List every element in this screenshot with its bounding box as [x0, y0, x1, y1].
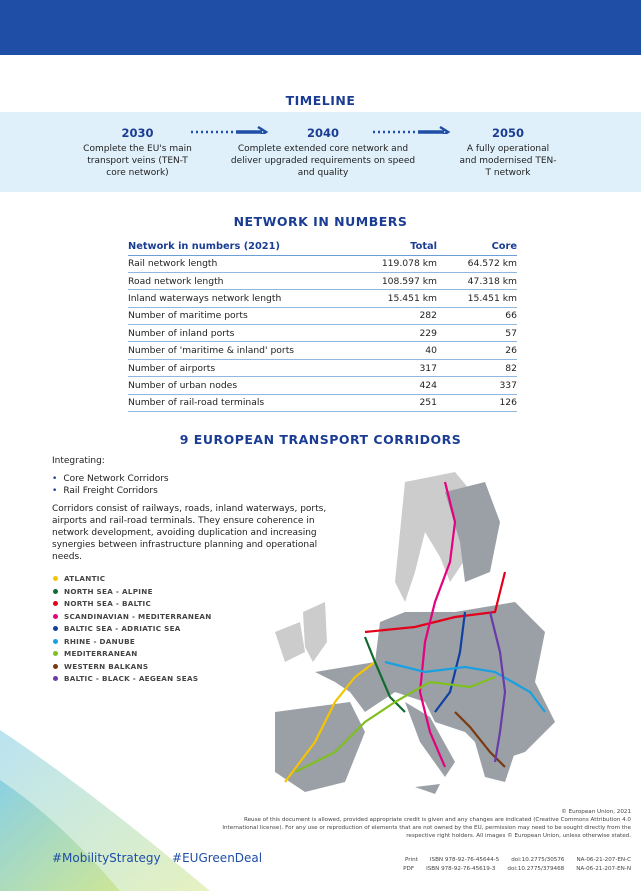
table-cell: 126	[437, 394, 517, 411]
legend-item	[53, 674, 198, 683]
table-cell: 26	[437, 342, 517, 359]
col-header: Network in numbers (2021)	[128, 238, 360, 255]
table-cell: Number of 'maritime & inland' ports	[128, 342, 360, 359]
table-cell: Road network length	[128, 272, 360, 289]
table-cell: Number of maritime ports	[128, 307, 360, 324]
legend-label: BALTIC SEA - ADRIATIC SEA	[64, 624, 181, 633]
hashtags: #MobilityStrategy #EUGreenDeal	[52, 851, 263, 865]
timeline-title: TIMELINE	[285, 93, 356, 108]
legend-dot-icon	[53, 639, 58, 644]
list-item: • Rail Freight Corridors	[52, 485, 342, 497]
copyright-notice	[211, 808, 631, 840]
legend-label: ATLANTIC	[64, 574, 106, 583]
table-cell: 282	[360, 307, 437, 324]
table-row	[128, 377, 517, 394]
legend-dot-icon	[53, 676, 58, 681]
table-cell: 15.451 km	[437, 290, 517, 307]
table-cell: 47.318 km	[437, 272, 517, 289]
copyright: © European Union, 2021	[561, 809, 631, 815]
table-cell: 251	[360, 394, 437, 411]
table-row	[128, 290, 517, 307]
legend-item	[53, 662, 148, 671]
col-header: Total	[360, 238, 437, 255]
table-row	[128, 272, 517, 289]
table-cell: 66	[437, 307, 517, 324]
table-row	[128, 342, 517, 359]
legend-label: BALTIC - BLACK - AEGEAN SEAS	[64, 674, 199, 683]
table-header	[128, 238, 517, 255]
legend-label: WESTERN BALKANS	[64, 661, 149, 671]
isbn-field: ISBN 978-92-76-45619-3	[426, 865, 496, 872]
isbn-field: NA-06-21-207-EN-N	[576, 865, 631, 872]
table-cell: 337	[437, 377, 517, 394]
table-cell: 317	[360, 359, 437, 376]
isbn-block	[391, 856, 631, 873]
isbn-field: NA-06-21-207-EN-C	[576, 857, 631, 863]
table-cell: Number of airports	[128, 359, 360, 376]
table-cell: Number of rail-road terminals	[128, 394, 360, 411]
table-cell: 229	[360, 325, 437, 342]
isbn-field: doi:10.2775/379468	[507, 865, 565, 872]
table-row	[128, 307, 517, 324]
table-cell: Number of inland ports	[128, 325, 360, 342]
legend-item	[53, 624, 181, 633]
legend-item	[53, 637, 135, 646]
legend-dot-icon	[53, 651, 58, 656]
legend-item	[53, 612, 212, 621]
legend-label: MEDITERRANEAN	[64, 649, 138, 658]
legend-label: NORTH SEA - ALPINE	[64, 586, 153, 596]
legend-label: RHINE - DANUBE	[64, 636, 136, 646]
arrow-icon	[190, 126, 270, 134]
table-cell: Inland waterways network length	[128, 290, 360, 307]
table-row	[128, 394, 517, 411]
legend-dot-icon	[53, 601, 58, 606]
integrating-label: Integrating:	[52, 456, 105, 466]
timeline-item-2040: 2040 Complete extended core network and deliver upgraded requirements on speed and quality	[230, 126, 416, 178]
legend-dot-icon	[53, 576, 58, 581]
list-item: • Core Network Corridors	[52, 473, 342, 485]
legend-item	[53, 587, 153, 596]
isbn-row	[391, 865, 631, 874]
isbn-field: ISBN 978-92-76-45644-5	[429, 857, 500, 863]
corridors-map	[255, 462, 615, 807]
table-row	[128, 359, 517, 376]
table-cell: Number of urban nodes	[128, 377, 360, 394]
table-cell: 424	[360, 377, 437, 394]
legend-dot-icon	[53, 614, 58, 619]
timeline-item-2050: 2050 A fully operational and modernised TEN-T network	[459, 126, 557, 178]
table-cell: 57	[437, 325, 517, 342]
timeline-band	[0, 112, 641, 192]
reuse-notice: Reuse of this document is allowed, provided appropriate credit is given and any changes are indicated (Creative Commons Attribution 4.0 International license). For any use or reproduction of elements that are not owned by the EU, permission may need to be sought directly from the respective right holders. All images © European Union, unless otherwise stated.	[222, 817, 631, 839]
table-row	[128, 325, 517, 342]
legend-item	[53, 599, 151, 608]
isbn-field: PDF	[403, 865, 415, 872]
network-title: NETWORK IN NUMBERS	[233, 214, 408, 229]
legend-dot-icon	[53, 589, 58, 594]
table-cell: 119.078 km	[360, 255, 437, 272]
legend-dot-icon	[53, 664, 58, 669]
legend-label: SCANDINAVIAN - MEDITERRANEAN	[64, 611, 212, 621]
table-cell: Rail network length	[128, 255, 360, 272]
table-cell: 108.597 km	[360, 272, 437, 289]
legend-item	[53, 574, 105, 583]
header-banner	[0, 0, 641, 55]
legend-label: NORTH SEA - BALTIC	[64, 599, 152, 608]
isbn-row	[391, 856, 631, 865]
corridors-title: 9 EUROPEAN TRANSPORT CORRIDORS	[179, 432, 462, 447]
isbn-field: doi:10.2775/30576	[511, 857, 565, 863]
corridors-description: Corridors consist of railways, roads, inland waterways, ports, airports and rail-road terminals. They ensure coherence in network development, avoiding duplication and increasing synergies between infrastructure planning and operational needs.	[52, 504, 327, 562]
table-cell: 40	[360, 342, 437, 359]
table-cell: 15.451 km	[360, 290, 437, 307]
table-row	[128, 255, 517, 272]
map-land	[275, 472, 555, 794]
network-table	[128, 238, 517, 412]
legend-dot-icon	[53, 626, 58, 631]
table-cell: 82	[437, 359, 517, 376]
arrow-icon	[372, 126, 452, 134]
timeline-item-2030: 2030 Complete the EU's main transport veins (TEN-T core network)	[83, 126, 192, 178]
col-header: Core	[437, 238, 517, 255]
table-cell: 64.572 km	[437, 255, 517, 272]
legend-item	[53, 649, 138, 658]
isbn-field: Print	[405, 857, 418, 863]
